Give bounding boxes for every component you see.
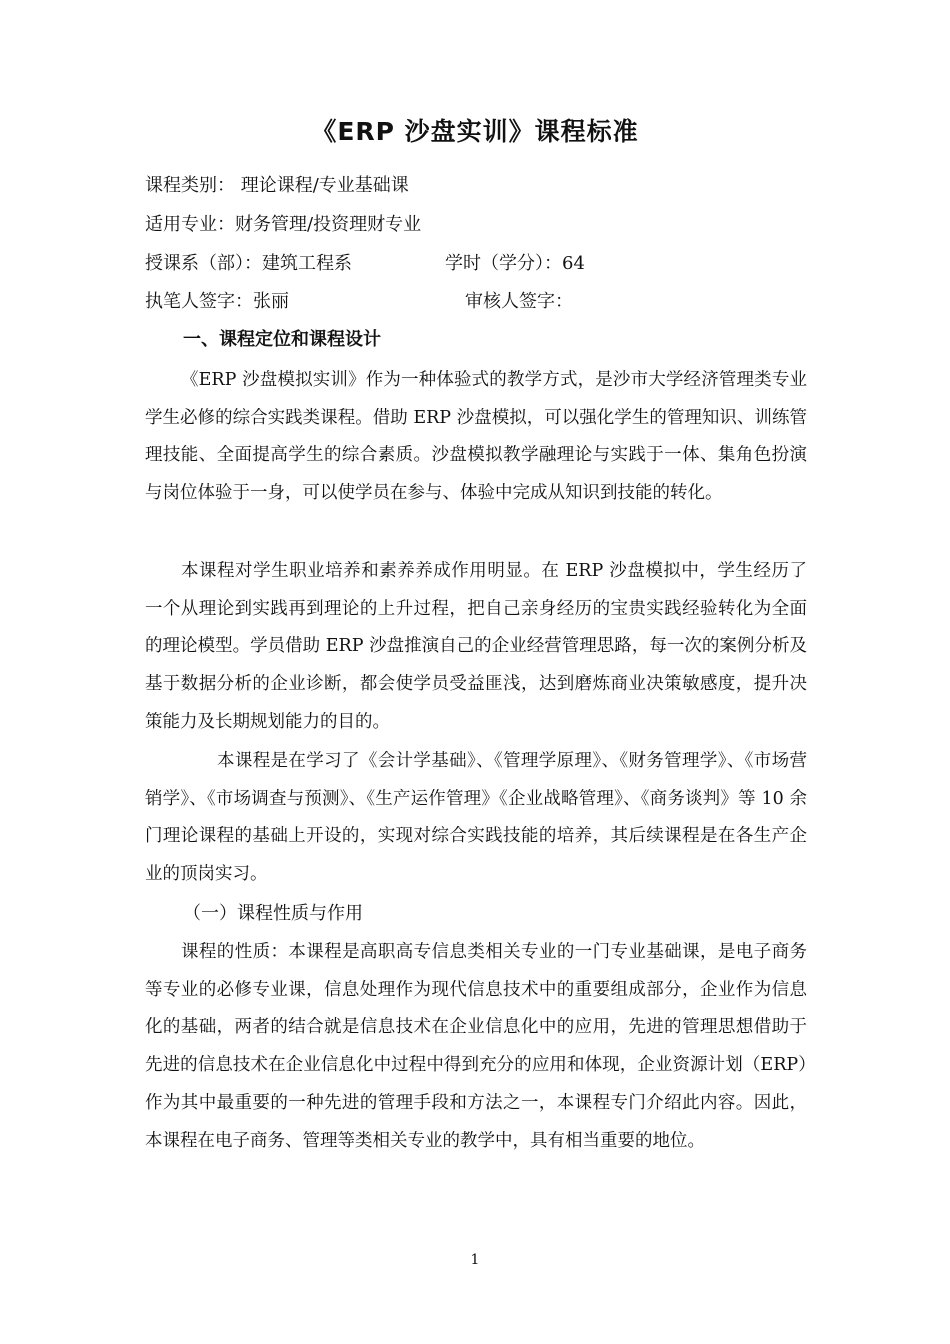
section-heading: 一、课程定位和课程设计 bbox=[183, 329, 381, 350]
document-title: 《ERP 沙盘实训》课程标准 bbox=[311, 117, 639, 146]
major-line: 适用专业：财务管理/投资理财专业 bbox=[145, 214, 422, 235]
page-number: 1 bbox=[470, 1252, 480, 1268]
paragraph-course-nature: 课程的性质：本课程是高职高专信息类相关专业的一门专业基础课，是电子商务等专业的必修专业课，信息处理作为现代信息技术中的重要组成部分，企业作为信息化的基础，两者的结合就是信息技术在企业信息化中的应用，先进的管理思想借助于先进的信息技术在企业信息化中过程中得到充分的应用和体现，企业资源计划（ERP）作为其中最重要的一种先进的管理手段和方法之一，本课程专门介绍此内容。因此，本课程在电子商务、管理等类相关专业的教学中，具有相当重要的地位。 bbox=[145, 942, 807, 1151]
department-hours-line bbox=[145, 250, 765, 278]
paragraph-course-positioning: 《ERP 沙盘模拟实训》作为一种体验式的教学方式，是沙市大学经济管理类专业学生必修的综合实践类课程。借助 ERP 沙盘模拟，可以强化学生的管理知识、训练管理技能、全面提高学生的综合素质。沙盘模拟教学融理论与实践于一体、集角色扮演与岗位体验于一身，可以使学员在参与、体验中完成从知识到技能的转化。 bbox=[145, 370, 807, 504]
department-text: 授课系（部）：建筑工程系 bbox=[145, 253, 352, 274]
hours-text: 学时（学分）：64 bbox=[445, 253, 585, 274]
course-type-line: 课程类别： 理论课程/专业基础课 bbox=[145, 175, 409, 196]
reviewer-signature: 审核人签字： bbox=[465, 291, 573, 312]
signature-line bbox=[145, 288, 765, 316]
paragraph-course-role: 本课程对学生职业培养和素养养成作用明显。在 ERP 沙盘模拟中，学生经历了一个从理论到实践再到理论的上升过程，把自己亲身经历的宝贵实践经验转化为全面的理论模型。学员借助 ERP 沙盘推演自己的企业经营管理思路，每一次的案例分析及基于数据分析的企业诊断，都会使学员受益匪浅，达到磨炼商业决策敏感度，提升决策能力及长期规划能力的目的。 bbox=[145, 561, 807, 732]
paragraph-prerequisites: 本课程是在学习了《会计学基础》、《管理学原理》、《财务管理学》、《市场营销学》、《市场调查与预测》、《生产运作管理》《企业战略管理》、《商务谈判》等 10 余门理论课程的基础上开设的，实现对综合实践技能的培养，其后续课程是在各生产企业的顶岗实习。 bbox=[145, 751, 807, 885]
author-signature: 执笔人签字：张丽 bbox=[145, 291, 289, 312]
subsection-heading: （一）课程性质与作用 bbox=[183, 903, 363, 924]
